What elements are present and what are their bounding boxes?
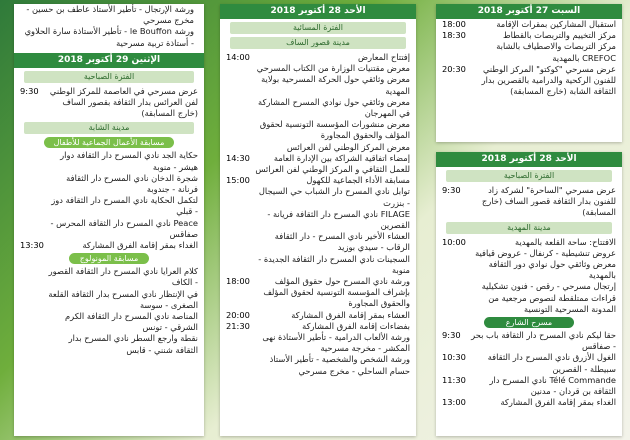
row-text: إفتتاح المعارض	[358, 52, 410, 62]
row-time	[226, 354, 254, 376]
schedule-row	[14, 86, 204, 120]
section-label: مدينة الشابة	[24, 122, 194, 134]
schedule-row	[436, 41, 622, 52]
row-text: ورشة نادي المسرح حول حقوق المؤلف بإشراف المؤسسة التونسية لحقوق المؤلف والحقوق المجاورة	[263, 276, 410, 309]
schedule-row	[220, 209, 416, 231]
row-time	[442, 248, 470, 259]
card-header: الأحد 28 أكتوبر 2018	[220, 4, 416, 19]
row-text: معرض وثائقي حول نوادي دور الثقافة بالمهدية	[488, 259, 616, 281]
row-time	[226, 209, 254, 231]
row-text: السجينات نادي المسرح دار الثقافة الجديدة - منوبة	[258, 253, 410, 275]
row-text: بفضاءات إقامة الفرق المشاركة	[302, 320, 410, 331]
row-text: الافتتاح: ساحة القلعة بالمهدية	[515, 236, 616, 247]
row-text: عرض مسرحي "الساحرة" لشركة زاد للفنون بدار الثقافة قصور الساف (خارج المسابقة)	[481, 185, 616, 218]
schedule-row	[220, 142, 416, 153]
row-text: FILAGE نادي المسرح دار الثقافة فريانة - القصرين	[267, 208, 410, 231]
row-time: 14:00	[226, 52, 250, 62]
row-text: معرض وثائقي حول الحركة المسرحية بولاية المهدية	[261, 74, 410, 96]
schedule-row	[436, 375, 622, 397]
row-time	[226, 332, 254, 354]
row-text: عروض تنشيطية - كرنفال - عروض قيافية	[475, 247, 616, 258]
card-rows	[220, 52, 416, 377]
row-text: إرتجال مسرحي - رقص - فنون تشكيلية	[481, 281, 616, 292]
row-text: CREFOC بالمهدية	[552, 52, 616, 63]
row-time: 9:30	[442, 330, 461, 341]
row-time	[20, 311, 48, 333]
row-time: 9:30	[20, 85, 39, 96]
row-text: عرض مسرحي "كوكتو" المركز الوطني للفنون الركحية والدرامية بالقصرين بدار الثقافة الشابة (خارج المسابقة)	[481, 63, 616, 97]
workshop-rows	[14, 4, 204, 49]
row-time	[442, 41, 470, 52]
schedule-row	[436, 352, 622, 374]
row-time	[226, 97, 254, 119]
row-text: مركز التربصات والاصطياف بالشابة	[496, 41, 616, 52]
row-text: العشاء الأخير نادي المسرح - دار الثقافة الرقاب - سيدي بوزيد	[274, 231, 410, 253]
row-time	[20, 195, 48, 217]
schedule-row	[220, 310, 416, 321]
row-time: 13:30	[20, 240, 44, 251]
row-time: 21:30	[226, 320, 250, 331]
row-time: 20:30	[442, 63, 466, 74]
row-text: ورشة الألعاب الدرامية - تأطير الأستاذة نهى المكشر - مخرجة مسرحية	[262, 332, 410, 354]
street-theatre-pill: مسرح الشارع	[484, 317, 574, 328]
card-rows-2	[436, 237, 622, 315]
children-competition-pill: مسابقة الأعمال الجماعية للأطفال	[44, 137, 174, 148]
row-time	[442, 259, 470, 281]
schedule-row	[436, 19, 622, 30]
schedule-row	[436, 259, 622, 281]
schedule-row	[220, 175, 416, 186]
schedule-row	[220, 186, 416, 208]
row-text: مسابقة الأداء الجماعية للكهول	[306, 175, 410, 186]
row-time	[226, 74, 254, 96]
row-text: Peace نادي المسرح دار الثقافة المحرس - صفاقس	[50, 217, 198, 239]
schedule-row	[436, 330, 622, 352]
schedule-row	[14, 195, 204, 217]
schedule-row	[436, 53, 622, 64]
row-text: كلام العرايا نادي المسرح دار الثقافة القصور - الكاف	[48, 266, 198, 288]
row-time: 13:00	[442, 397, 466, 408]
schedule-row	[220, 63, 416, 74]
card-header: الأحد 28 أكتوبر 2018	[436, 152, 622, 167]
schedule-row	[14, 173, 204, 195]
schedule-card-sunday-morning	[436, 152, 622, 436]
schedule-row	[14, 26, 204, 48]
schedule-card-monday	[14, 4, 204, 436]
monologue-competition-pill: مسابقة المونولوج	[69, 253, 149, 264]
schedule-row	[220, 354, 416, 376]
row-time	[20, 333, 48, 355]
schedule-row	[436, 397, 622, 408]
row-time	[226, 254, 254, 276]
row-text: ورشة الشخص والشخصية - تأطير الأستاذ حسام الساحلي - مخرج مسرحي	[269, 354, 410, 376]
row-time: 9:30	[442, 185, 461, 195]
row-time	[20, 218, 48, 240]
card-rows-3	[436, 330, 622, 408]
schedule-row	[220, 153, 416, 175]
row-time	[442, 53, 470, 64]
row-time: 10:30	[442, 352, 466, 363]
row-time	[226, 63, 254, 74]
row-text: لتكمل الحكاية نادي المسرح دار الثقافة دوز - قبلي	[51, 195, 198, 217]
row-time: 18:00	[226, 276, 250, 287]
row-text: الغول الأزرق نادي المسرح دار الثقافة سبيطلة - القصرين	[487, 352, 616, 374]
row-text: معرض المركز الوطني لفن العرائس	[286, 141, 410, 152]
card-header: الإثنين 29 أكتوبر 2018	[14, 53, 204, 68]
row-text: شجرة الدخان نادي المسرح دار الثقافة فرنانة - جندوبة	[66, 172, 198, 195]
period-label: الفترة الصباحية	[446, 170, 612, 182]
row-time: 14:30	[226, 152, 250, 163]
row-time	[442, 293, 470, 315]
row-time	[20, 173, 48, 195]
row-text: معرض مقتنيات الوزارة من الكتاب المسرحي	[256, 63, 410, 74]
schedule-row	[220, 52, 416, 63]
row-text: توابل نادي المسرح دار الشباب حي السيجال - بنزرت	[258, 186, 410, 208]
row-text: في الإنتظار نادي المسرح بدار الثقافة القلعة الصغرى - سوسة	[48, 288, 198, 310]
schedule-row	[14, 4, 204, 26]
row-time	[226, 186, 254, 208]
schedule-row	[436, 248, 622, 259]
row-text: ورشة الإرتجال - تأطير الأستاذ عاطف بن حسين - مخرج مسرحي	[26, 4, 194, 26]
schedule-row	[220, 231, 416, 253]
schedule-row	[14, 311, 204, 333]
schedule-row	[436, 281, 622, 292]
row-text: الغداء بمقر إقامة الفرق المشاركة	[500, 397, 616, 408]
schedule-row	[220, 276, 416, 310]
row-text: مركز التخييم والتربصات بالقطاط	[502, 30, 616, 41]
row-time	[20, 150, 48, 172]
row-text: قراءات ممتلقطة لنصوص مرجعية من المدونة المسرحية التونسية	[488, 292, 616, 314]
row-time: 11:30	[442, 374, 466, 385]
row-time	[442, 281, 470, 292]
row-text: نقطة وارجع السطر نادي المسرح بدار الثقافة شنني - قابس	[68, 333, 198, 355]
section-label: مدينة قصور الساف	[230, 37, 406, 49]
row-time	[20, 266, 48, 288]
row-text: الغداء بمقر إقامة الفرق المشاركة	[82, 240, 198, 251]
schedule-row	[436, 293, 622, 315]
card-rows	[14, 86, 204, 120]
row-time: 10:00	[442, 236, 466, 247]
schedule-row	[436, 237, 622, 248]
schedule-row	[220, 321, 416, 332]
schedule-row	[220, 97, 416, 119]
row-time: 18:30	[442, 30, 466, 41]
row-text: ورشة le Bouffon - تأطير الأستاذة سارة الحلاوي - أستاذة تربية مسرحية	[24, 26, 194, 48]
schedule-row	[436, 185, 622, 219]
row-text: حكاية الجد نادي المسرح دار الثقافة دوار هيشر - منوبة	[60, 150, 198, 172]
row-time: 18:00	[442, 19, 466, 29]
row-time	[226, 119, 254, 141]
row-text: حقا ليكم نادي المسرح دار الثقافة باب بحر - صفاقس	[471, 330, 616, 352]
schedule-row	[14, 266, 204, 288]
section-label: مدينة المهدية	[446, 222, 612, 234]
row-time: 15:00	[226, 175, 250, 186]
row-text: معرض منشورات المؤسسة التونسية لحقوق المؤلف والحقوق المجاورة	[259, 119, 410, 141]
row-time	[20, 289, 48, 311]
schedule-row	[14, 150, 204, 172]
schedule-card-sunday-evening	[220, 4, 416, 436]
card-header: السبت 27 أكتوبر 2018	[436, 4, 622, 19]
period-label: الفترة الصباحية	[24, 71, 194, 83]
card-rows-2	[14, 150, 204, 251]
schedule-row	[220, 254, 416, 276]
row-time	[226, 142, 254, 153]
row-text: Télé Commande نادي المسرح دار الثقافة بن قردان - مدنين	[489, 374, 616, 397]
row-time: 20:00	[226, 309, 250, 320]
period-label: الفترة المسائية	[230, 22, 406, 34]
row-text: إمضاء اتفاقية الشراكة بين الإدارة العامة للعمل الثقافي و المركز الوطني لفن العرائس	[255, 152, 410, 175]
schedule-row	[14, 218, 204, 240]
row-text: المناصة نادي المسرح دار الثقافة الكرم الشرقي - تونس	[65, 311, 198, 333]
row-text: استقبال المشاركين بمقرات الإقامة	[496, 19, 616, 29]
schedule-card-saturday	[436, 4, 622, 142]
schedule-row	[220, 332, 416, 354]
schedule-row	[436, 30, 622, 41]
row-time	[226, 231, 254, 253]
schedule-row	[14, 240, 204, 251]
row-text: معرض وثائقي حول نوادي المسرح المشاركة في المهرجان	[258, 96, 410, 119]
card-rows-3	[14, 266, 204, 356]
row-text: العشاء بمقر إقامة الفرق المشاركة	[291, 309, 410, 320]
card-rows	[436, 185, 622, 219]
row-text: عرض مسرحي في العاصمة للمركز الوطني لفن العرائس بدار الثقافة بقصور الساف (خارج المسابقة)	[49, 85, 198, 119]
card-rows	[436, 19, 622, 97]
schedule-row	[436, 64, 622, 98]
schedule-row	[14, 333, 204, 355]
schedule-row	[220, 119, 416, 141]
schedule-row	[14, 289, 204, 311]
schedule-row	[220, 74, 416, 96]
